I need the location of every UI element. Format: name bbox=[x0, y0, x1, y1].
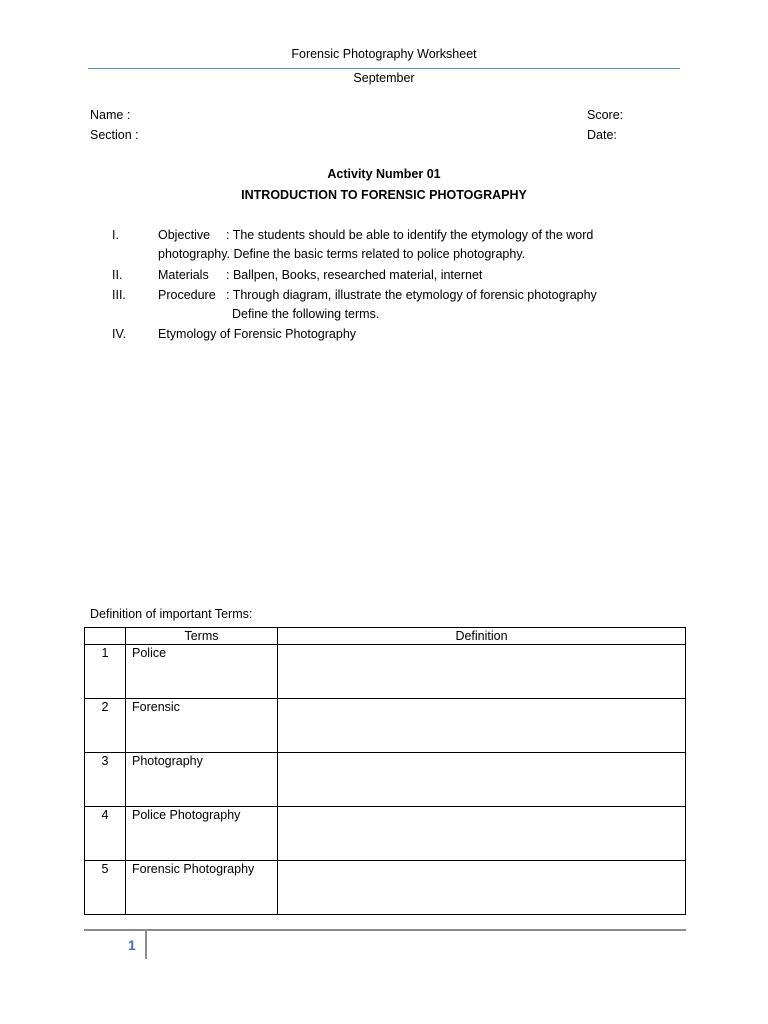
list-numeral: IV. bbox=[112, 327, 127, 341]
materials-text: : Ballpen, Books, researched material, internet bbox=[226, 268, 483, 282]
activity-number: Activity Number 01 bbox=[327, 167, 441, 181]
etymology-label: Etymology of Forensic Photography bbox=[158, 327, 357, 341]
activity-title: INTRODUCTION TO FORENSIC PHOTOGRAPHY bbox=[241, 188, 527, 202]
list-numeral: II. bbox=[112, 268, 123, 282]
column-header-terms: Terms bbox=[126, 628, 278, 645]
date-field-label: Date: bbox=[587, 128, 617, 142]
procedure-text-continued: Define the following terms. bbox=[232, 307, 380, 321]
term-cell: Forensic bbox=[126, 699, 278, 753]
table-row bbox=[85, 645, 686, 699]
term-cell: Police bbox=[126, 645, 278, 699]
page-number: 1 bbox=[128, 937, 136, 953]
procedure-text: : Through diagram, illustrate the etymology of forensic photography bbox=[226, 288, 597, 302]
definition-cell[interactable] bbox=[278, 861, 686, 915]
table-row bbox=[85, 699, 686, 753]
row-number: 3 bbox=[85, 753, 126, 807]
procedure-label: Procedure bbox=[158, 288, 216, 302]
terms-table bbox=[84, 627, 686, 915]
footer-divider bbox=[84, 929, 686, 931]
list-numeral: III. bbox=[112, 288, 126, 302]
table-row bbox=[85, 753, 686, 807]
table-row bbox=[85, 861, 686, 915]
terms-heading: Definition of important Terms: bbox=[90, 607, 253, 621]
section-field-label: Section : bbox=[90, 128, 139, 142]
column-header-definition: Definition bbox=[278, 628, 686, 645]
row-number: 2 bbox=[85, 699, 126, 753]
row-number: 5 bbox=[85, 861, 126, 915]
materials-label: Materials bbox=[158, 268, 209, 282]
objective-label: Objective bbox=[158, 228, 211, 242]
page-number-separator bbox=[145, 931, 147, 959]
term-cell: Forensic Photography bbox=[126, 861, 278, 915]
row-number: 4 bbox=[85, 807, 126, 861]
list-numeral: I. bbox=[112, 228, 119, 242]
document-title: Forensic Photography Worksheet bbox=[291, 47, 477, 61]
objective-text-continued: photography. Define the basic terms related to police photography. bbox=[158, 247, 526, 261]
score-field-label: Score: bbox=[587, 108, 624, 122]
definition-cell[interactable] bbox=[278, 807, 686, 861]
definition-cell[interactable] bbox=[278, 753, 686, 807]
term-cell: Photography bbox=[126, 753, 278, 807]
term-cell: Police Photography bbox=[126, 807, 278, 861]
document-subtitle: September bbox=[353, 71, 415, 85]
row-number: 1 bbox=[85, 645, 126, 699]
name-field-label: Name : bbox=[90, 108, 131, 122]
header-divider bbox=[88, 68, 680, 69]
table-header-row bbox=[85, 628, 686, 645]
definition-cell[interactable] bbox=[278, 645, 686, 699]
definition-cell[interactable] bbox=[278, 699, 686, 753]
column-header-number bbox=[85, 628, 126, 645]
objective-text: : The students should be able to identify the etymology of the word bbox=[226, 228, 594, 242]
table-row bbox=[85, 807, 686, 861]
